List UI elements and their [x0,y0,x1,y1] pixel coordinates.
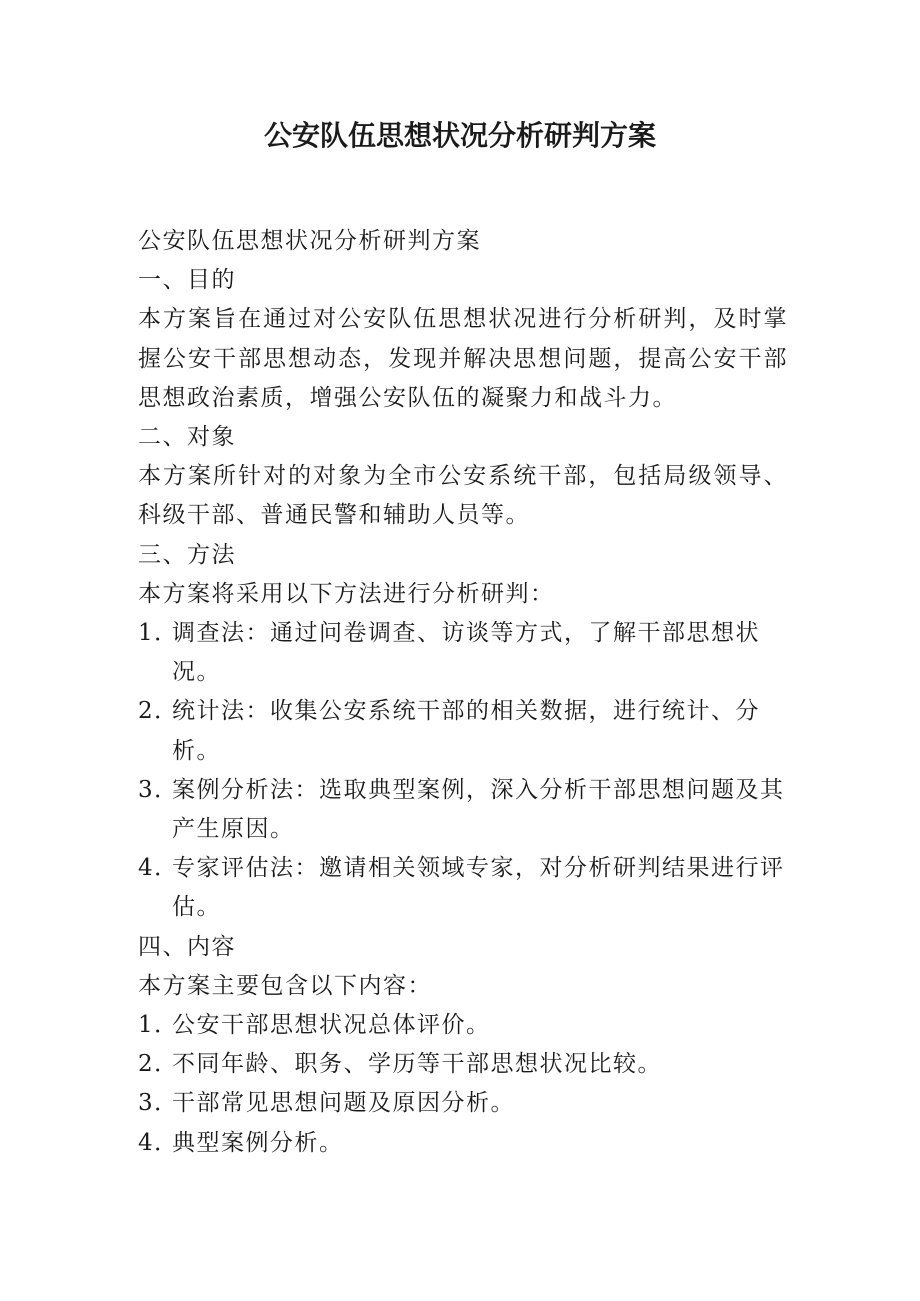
list-item-number: 2． [138,698,179,725]
list-item-text: 调查法：通过问卷调查、访谈等方式，了解干部思想状况。 [172,620,760,686]
list-item-number: 3． [138,776,179,803]
document-title: 公安队伍思想状况分析研判方案 [263,119,656,152]
section-heading-content: 四、内容 [138,933,236,960]
section-intro-method: 本方案将采用以下方法进行分析研判： [138,580,555,607]
list-item-number: 2． [138,1051,179,1078]
method-list [138,614,788,928]
content-list [138,1006,788,1163]
list-item-number: 3． [138,1090,179,1117]
section-heading-purpose: 一、目的 [138,267,236,294]
section-heading-target: 二、对象 [138,424,236,451]
list-item [138,1045,788,1084]
list-item-number: 1． [138,620,179,647]
section-heading-method: 三、方法 [138,541,236,568]
list-item-text: 公安干部思想状况总体评价。 [172,1012,491,1039]
list-item-number: 4． [138,1129,179,1156]
list-item [138,771,788,849]
list-item [138,692,788,770]
list-item-text: 干部常见思想问题及原因分析。 [172,1090,515,1117]
section-text-target: 本方案所针对的对象为全市公安系统干部，包括局级领导、科级干部、普通民警和辅助人员等。 [138,463,788,529]
section-intro-content: 本方案主要包含以下内容： [138,972,432,999]
list-item-text: 专家评估法：邀请相关领域专家，对分析研判结果进行评估。 [172,855,785,921]
list-item-number: 4． [138,855,179,882]
list-item [138,1006,788,1045]
list-item [138,1124,788,1163]
list-item-text: 不同年龄、职务、学历等干部思想状况比较。 [172,1051,662,1078]
document-body [138,222,788,1163]
document-subtitle: 公安队伍思想状况分析研判方案 [138,228,481,254]
list-item-text: 案例分析法：选取典型案例，深入分析干部思想问题及其产生原因。 [172,776,785,843]
list-item-number: 1． [138,1012,179,1039]
list-item [138,849,788,927]
list-item-text: 统计法：收集公安系统干部的相关数据，进行统计、分析。 [172,698,760,764]
list-item [138,614,788,692]
list-item [138,1084,788,1123]
section-text-purpose: 本方案旨在通过对公安队伍思想状况进行分析研判，及时掌握公安干部思想动态，发现并解决思想问题，提高公安干部思想政治素质，增强公安队伍的凝聚力和战斗力。 [138,306,788,411]
list-item-text: 典型案例分析。 [172,1129,344,1156]
